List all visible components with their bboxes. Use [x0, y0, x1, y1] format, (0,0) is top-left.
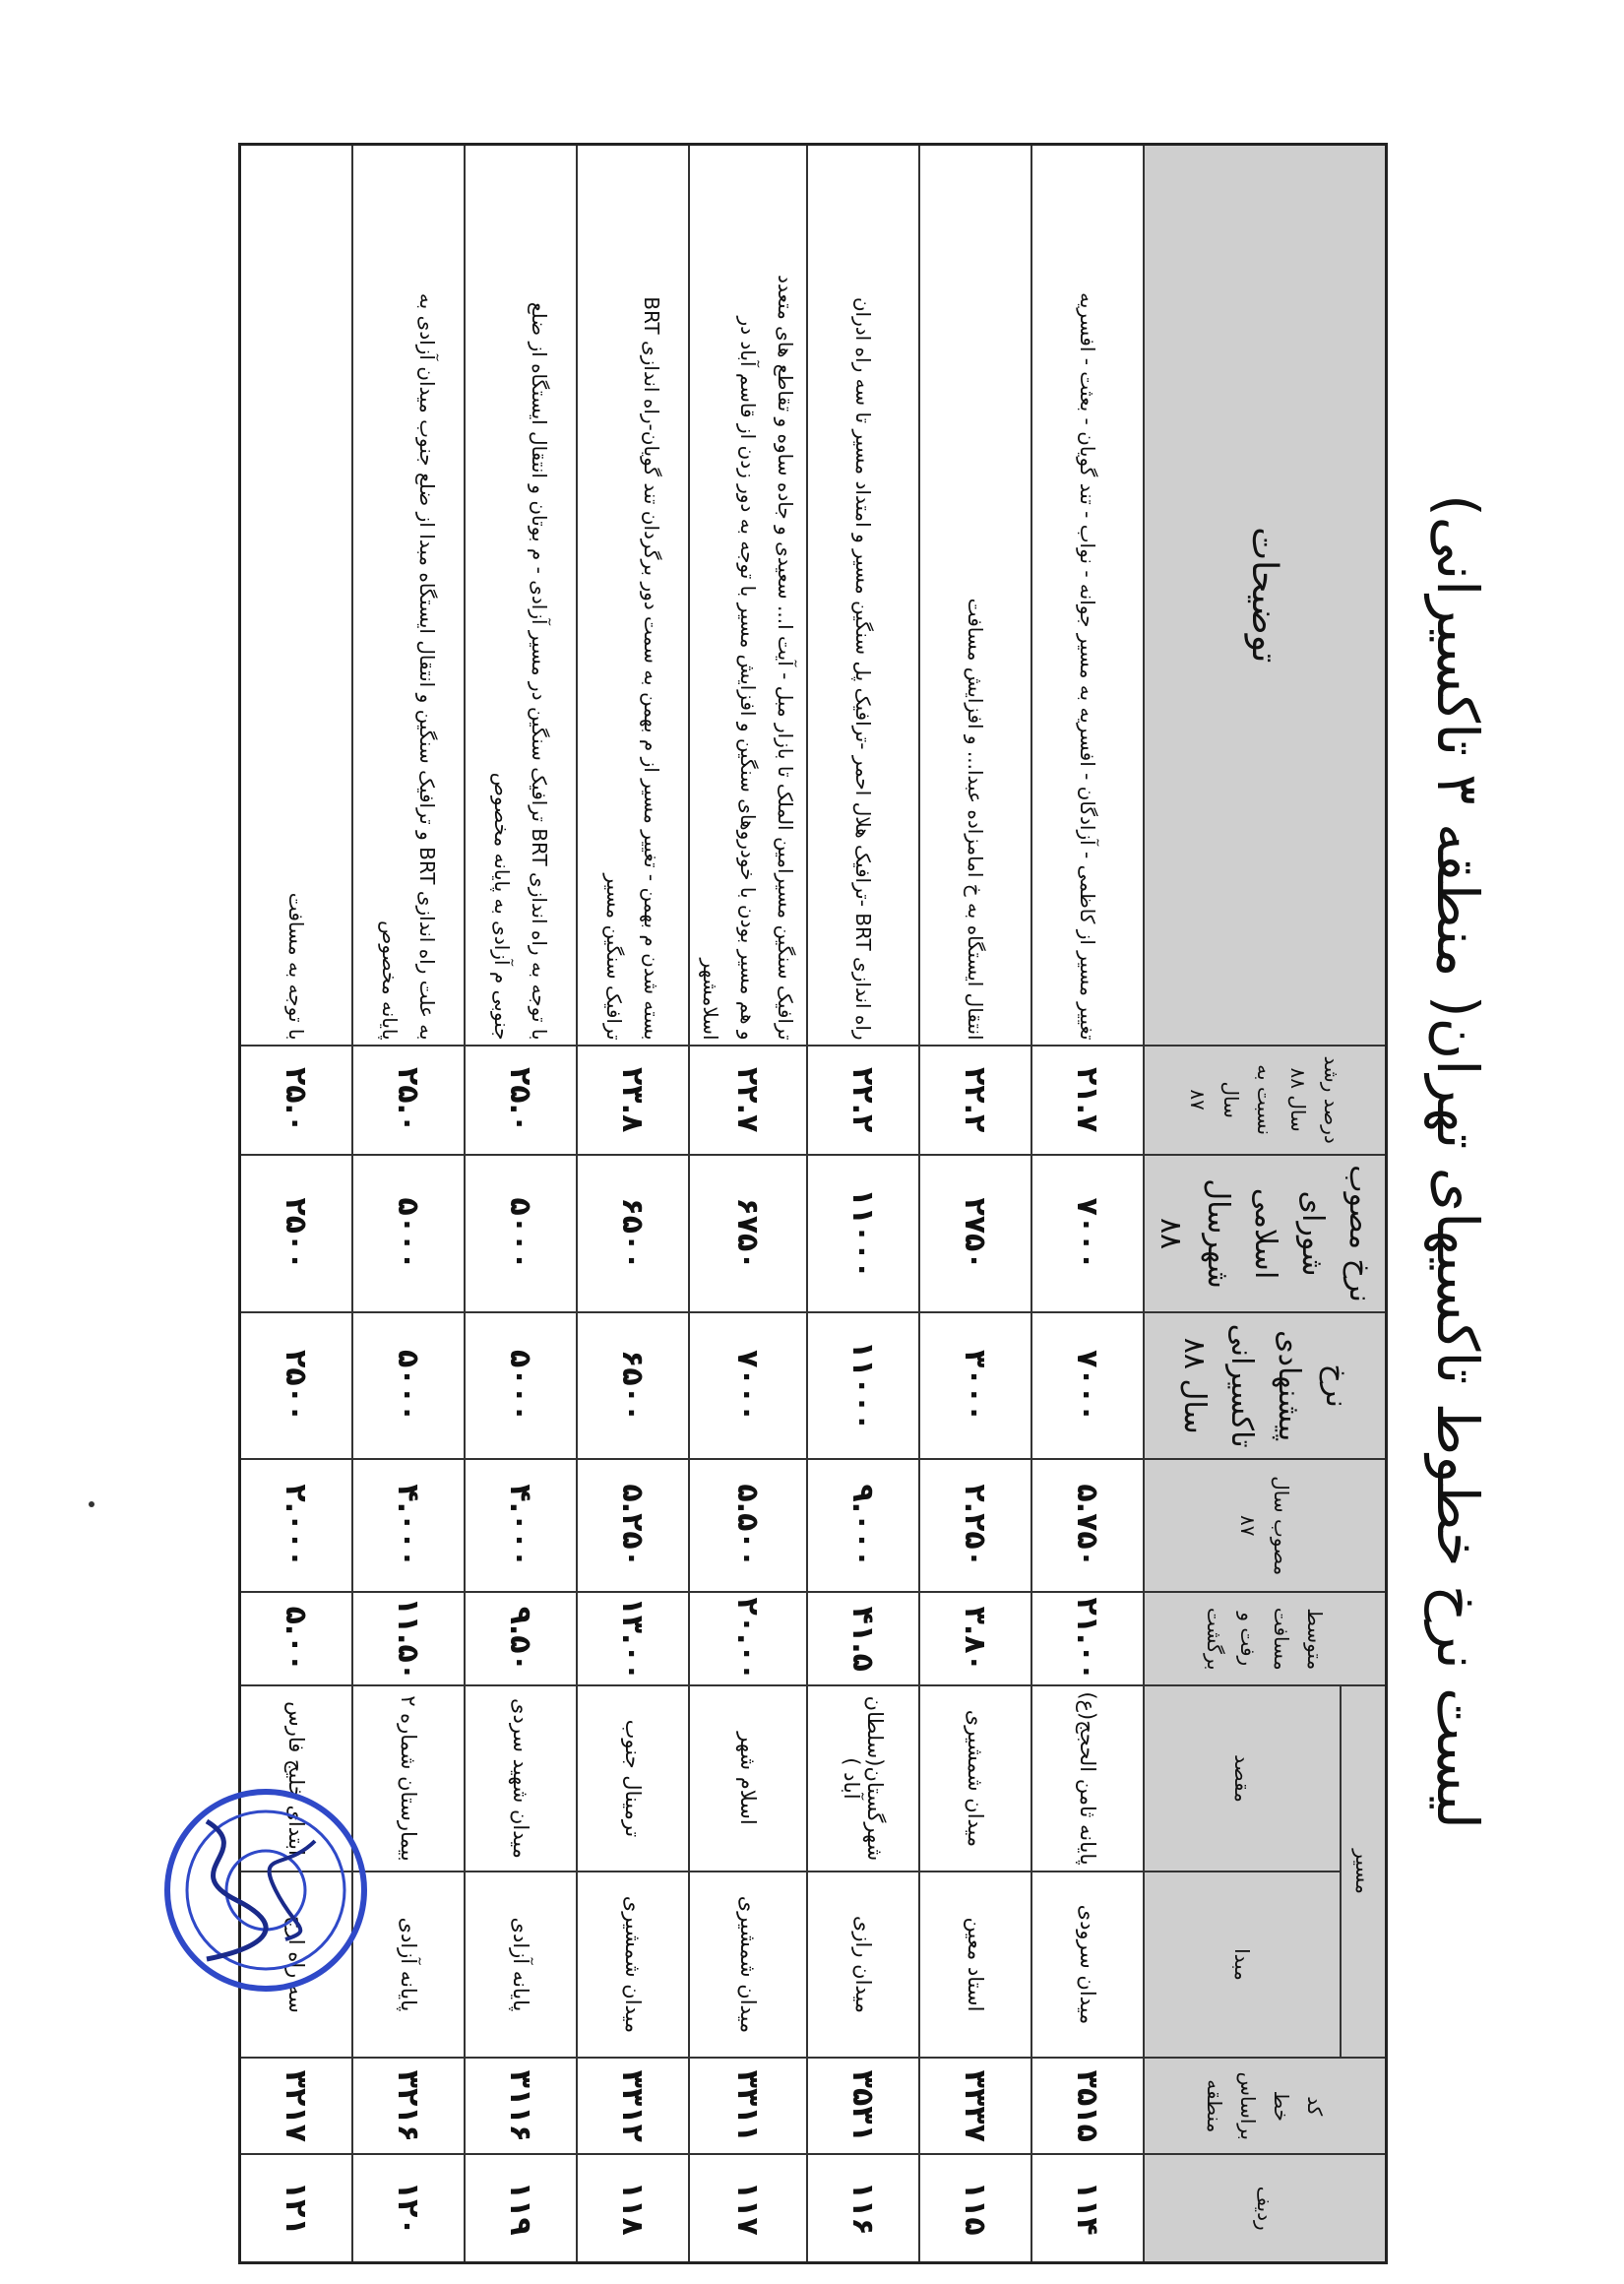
header-origin: مبدا — [1144, 1872, 1341, 2058]
distance-cell: ۱۳.۰۰ — [577, 1592, 689, 1685]
header-line-code: کد خط براساس منطقه — [1144, 2058, 1387, 2154]
row-number: ۱۲۰ — [352, 2154, 465, 2262]
header-approved-87: مصوب سال ۸۷ — [1144, 1459, 1387, 1592]
growth-cell: ۲۲.۲ — [919, 1046, 1031, 1155]
origin-cell: سه راه ارج — [240, 1872, 353, 2058]
line-code: ۳۲۱۷ — [240, 2058, 353, 2154]
origin-cell: میدان شمشیری — [577, 1872, 689, 2058]
row-number: ۱۱۵ — [919, 2154, 1031, 2262]
description-cell — [240, 145, 353, 1046]
growth-cell: ۲۳.۸ — [577, 1046, 689, 1155]
description-line: تغییر مسیر از کاظمی - آزادگان - افسریه به مسیر جوانه - نواب - تند گویان - بعثت - افسریه — [1076, 292, 1099, 1041]
approved-87-cell: ۲.۰۰۰ — [240, 1459, 353, 1592]
growth-cell: ۲۵.۰ — [352, 1046, 465, 1155]
table-row — [689, 145, 807, 2263]
header-growth: درصد رشد سال ۸۸ نسبت به سال ۸۷ — [1144, 1046, 1387, 1155]
proposed-88-cell: ۶۵۰۰ — [577, 1312, 689, 1459]
destination-cell: ابتدای خلیج فارس — [240, 1685, 353, 1872]
approved-87-cell: ۲.۲۵۰ — [919, 1459, 1031, 1592]
proposed-88-cell: ۷۰۰۰ — [689, 1312, 807, 1459]
header-council-88: نرخ مصوب شورای اسلامی شهرسال ۸۸ — [1144, 1155, 1387, 1313]
fare-table — [238, 143, 1388, 2264]
council-88-cell: ۲۵۰۰ — [240, 1155, 353, 1313]
description-line: انتقال ایستگاه به خ امامزاده عبدا... و افزایش مسافت — [964, 598, 987, 1041]
distance-cell: ۲۰.۰۰ — [689, 1592, 807, 1685]
header-distance: متوسط مسافت رفت و برگشت — [1144, 1592, 1387, 1685]
description-cell — [352, 145, 465, 1046]
description-line: به علت راه اندازی BRT و ترافیک سنگین و انتقال ایستگاه مبدا از ضلع جنوب میدان آزادی به — [415, 292, 439, 1041]
line-code: ۳۱۱۶ — [465, 2058, 577, 2154]
row-number: ۱۱۷ — [689, 2154, 807, 2262]
official-stamp — [157, 1782, 374, 1998]
council-88-cell: ۶۷۵۰ — [689, 1155, 807, 1313]
council-88-cell: ۵۰۰۰ — [352, 1155, 465, 1313]
line-code: ۳۳۳۷ — [919, 2058, 1031, 2154]
approved-87-cell: ۴.۰۰۰ — [352, 1459, 465, 1592]
description-line: پایانه مخصوص — [378, 920, 402, 1041]
row-number: ۱۲۱ — [240, 2154, 353, 2262]
description-line: بسته شدن م بهمن - تغییر مسیر از م بهمن به سمت دور برگردان تند گویان-راه اندازی BRT — [640, 296, 663, 1041]
growth-cell: ۲۱.۷ — [1031, 1046, 1144, 1155]
council-88-cell: ۵۰۰۰ — [465, 1155, 577, 1313]
description-cell — [807, 145, 919, 1046]
council-88-cell: ۲۷۵۰ — [919, 1155, 1031, 1313]
proposed-88-cell: ۱۱۰۰۰ — [807, 1312, 919, 1459]
origin-cell: میدان رازی — [807, 1872, 919, 2058]
destination-cell: اسلام شهر — [689, 1685, 807, 1872]
council-88-cell: ۱۱۰۰۰ — [807, 1155, 919, 1313]
row-number: ۱۱۸ — [577, 2154, 689, 2262]
approved-87-cell: ۴.۰۰۰ — [465, 1459, 577, 1592]
destination-cell: بیمارستان شماره ۲ — [352, 1685, 465, 1872]
distance-cell: ۳.۸۰ — [919, 1592, 1031, 1685]
destination-cell: میدان شهید سردی — [465, 1685, 577, 1872]
description-line: اسلامشهر — [699, 958, 722, 1041]
table-row — [807, 145, 919, 2263]
approved-87-cell: ۵.۷۵۰ — [1031, 1459, 1144, 1592]
line-code: ۳۲۱۶ — [352, 2058, 465, 2154]
description-line: ترافیک سنگین مسیر — [602, 873, 626, 1041]
growth-cell: ۲۲.۲ — [807, 1046, 919, 1155]
description-line: و هم مسیر بودن با خودروهای سنگین و افزایش مسیر با توجه به دور زدن از قاسم آباد در — [736, 316, 760, 1041]
scan-speck — [89, 1501, 94, 1507]
council-88-cell: ۷۰۰۰ — [1031, 1155, 1144, 1313]
proposed-88-cell: ۳۰۰۰ — [919, 1312, 1031, 1459]
approved-87-cell: ۵.۵۰۰ — [689, 1459, 807, 1592]
row-number: ۱۱۹ — [465, 2154, 577, 2262]
line-code: ۳۵۳۱ — [807, 2058, 919, 2154]
description-cell — [577, 145, 689, 1046]
table-row — [465, 145, 577, 2263]
description-line: جنوبی م آزادی به پایانه مخصوص — [490, 772, 514, 1041]
line-code: ۳۳۱۲ — [577, 2058, 689, 2154]
header-proposed-88: نرخ پیشنهادی تاکسیرانی سال ۸۸ — [1144, 1312, 1387, 1459]
header-route: مسیر — [1341, 1685, 1387, 2058]
line-code: ۳۳۱۱ — [689, 2058, 807, 2154]
origin-cell: میدان سرودی — [1031, 1872, 1144, 2058]
proposed-88-cell: ۲۵۰۰ — [240, 1312, 353, 1459]
origin-cell: استاد معین — [919, 1872, 1031, 2058]
document-sheet — [69, 59, 1516, 2264]
table-row — [1031, 145, 1144, 2263]
distance-cell: ۴۱.۵ — [807, 1592, 919, 1685]
table-row — [577, 145, 689, 2263]
growth-cell: ۲۵.۰ — [240, 1046, 353, 1155]
header-description: توضیحات — [1144, 145, 1387, 1046]
description-line: ترافیک سنگین مسیرامین الملک تا بازار مبل - آیت ا... سعیدی و جاده ساوه و تقاطع های متعدد — [774, 275, 797, 1041]
header-destination: مقصد — [1144, 1685, 1341, 1872]
row-number: ۱۱۴ — [1031, 2154, 1144, 2262]
destination-cell: پایانه ثامن الحجج(ع) — [1031, 1685, 1144, 1872]
origin-cell: پایانه آزادی — [352, 1872, 465, 2058]
description-cell — [919, 145, 1031, 1046]
distance-cell: ۹.۵۰ — [465, 1592, 577, 1685]
description-line: با توجه به مسافت — [284, 892, 308, 1041]
council-88-cell: ۶۵۰۰ — [577, 1155, 689, 1313]
description-cell — [465, 145, 577, 1046]
destination-cell: ترمینال جنوب — [577, 1685, 689, 1872]
description-cell — [689, 145, 807, 1046]
distance-cell: ۱۱.۵۰ — [352, 1592, 465, 1685]
approved-87-cell: ۹.۰۰۰ — [807, 1459, 919, 1592]
header-row-number: ردیف — [1144, 2154, 1387, 2262]
row-number: ۱۱۶ — [807, 2154, 919, 2262]
description-line: راه اندازی BRT -ترافیک هلال احمر -ترافیک پل سنگین مسیر و امتداد مسیر تا سه راه ادران — [851, 296, 875, 1041]
destination-cell: شهرگستان(سلطان آباد ) — [807, 1685, 919, 1872]
destination-cell: میدان شمشیری — [919, 1685, 1031, 1872]
description-line: با توجه به راه اندازی BRT ترافیک سنگین در مسیر آزادی - م بوتان و انتقال ایستگاه از ضلع — [528, 301, 551, 1041]
origin-cell: میدان شمشیری — [689, 1872, 807, 2058]
proposed-88-cell: ۷۰۰۰ — [1031, 1312, 1144, 1459]
approved-87-cell: ۵.۲۵۰ — [577, 1459, 689, 1592]
distance-cell: ۵.۰۰ — [240, 1592, 353, 1685]
distance-cell: ۲۱.۰۰ — [1031, 1592, 1144, 1685]
description-cell — [1031, 145, 1144, 1046]
proposed-88-cell: ۵۰۰۰ — [352, 1312, 465, 1459]
growth-cell: ۲۵.۰ — [465, 1046, 577, 1155]
origin-cell: پایانه آزادی — [465, 1872, 577, 2058]
page-title: لیست نرخ خطوط تاکسیهای تهران( منطقه ۳ تاکسیرانی) — [1424, 494, 1491, 1829]
proposed-88-cell: ۵۰۰۰ — [465, 1312, 577, 1459]
line-code: ۳۵۱۵ — [1031, 2058, 1144, 2154]
growth-cell: ۲۲.۷ — [689, 1046, 807, 1155]
table-row — [919, 145, 1031, 2263]
